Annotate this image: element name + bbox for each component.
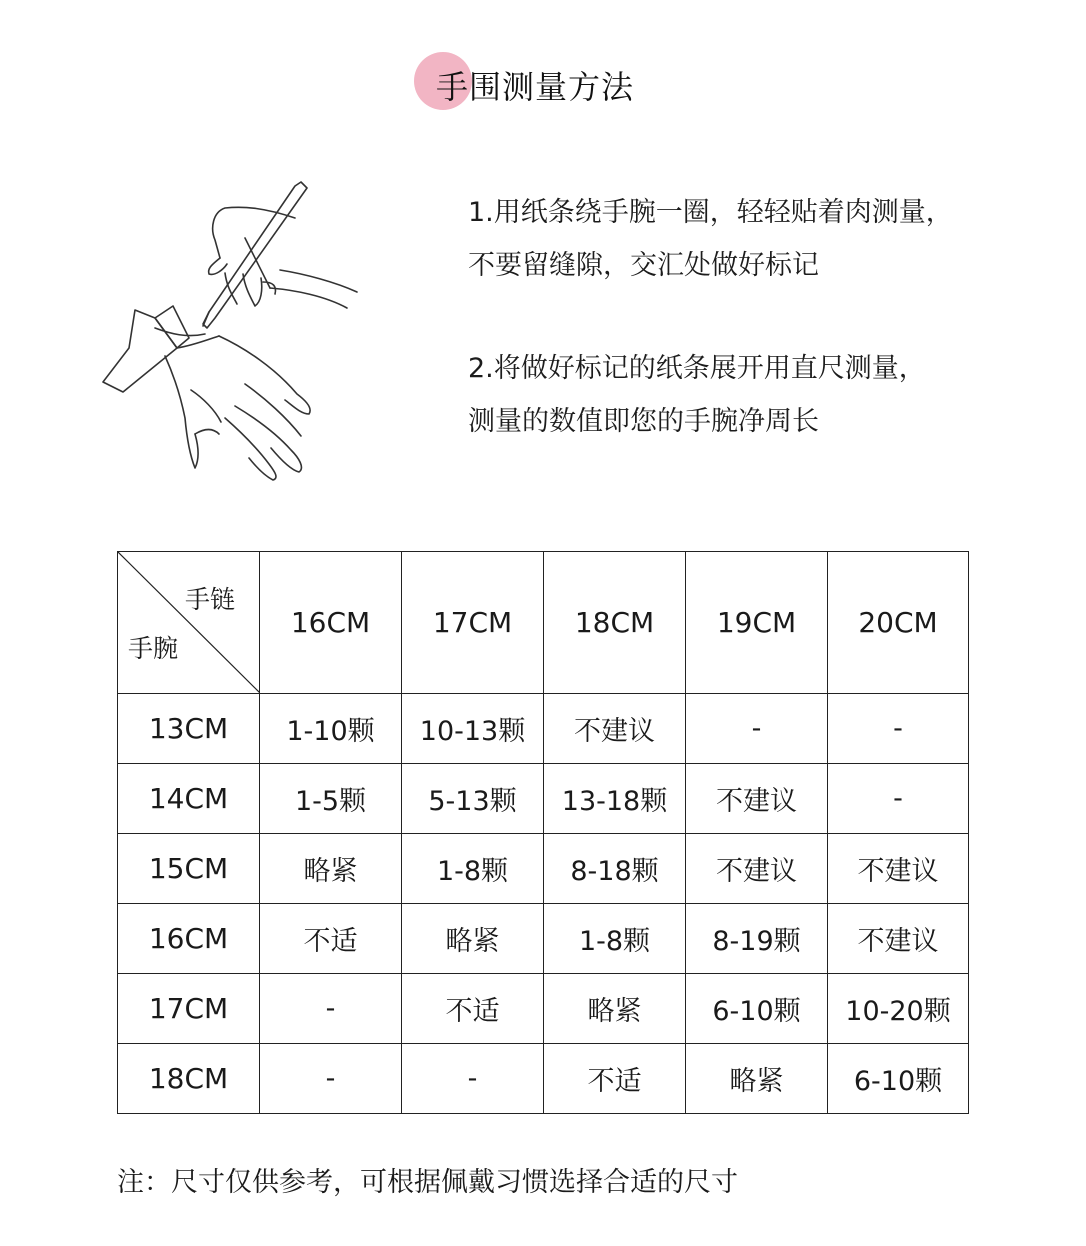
- table-cell: 不适: [260, 904, 402, 974]
- table-cell: 1-5颗: [260, 764, 402, 834]
- hand-measuring-illustration: [95, 178, 375, 488]
- table-cell: 8-19颗: [686, 904, 828, 974]
- table-cell: 不建议: [686, 764, 828, 834]
- step-2-line-2: 测量的数值即您的手腕净周长: [468, 406, 819, 437]
- step-1-line-2: 不要留缝隙，交汇处做好标记: [468, 250, 819, 281]
- corner-label-wrist: 手腕: [128, 634, 179, 663]
- table-cell: 1-8颗: [544, 904, 686, 974]
- title-block: [0, 52, 1086, 122]
- table-row: [118, 1044, 969, 1114]
- column-header: 16CM: [260, 552, 402, 694]
- table-cell: 1-10颗: [260, 694, 402, 764]
- row-header: 18CM: [118, 1044, 260, 1114]
- row-header: 17CM: [118, 974, 260, 1044]
- table-cell: -: [402, 1044, 544, 1114]
- table-header-row: [118, 552, 969, 694]
- table-cell: 不建议: [828, 904, 969, 974]
- step-1: [468, 186, 953, 292]
- table-cell: 不建议: [828, 834, 969, 904]
- table-cell: 不适: [402, 974, 544, 1044]
- table-cell: 不适: [544, 1044, 686, 1114]
- step-1-line-1: 1.用纸条绕手腕一圈，轻轻贴着肉测量，: [468, 197, 953, 228]
- table-row: [118, 764, 969, 834]
- row-header: 16CM: [118, 904, 260, 974]
- column-header: 18CM: [544, 552, 686, 694]
- table-row: [118, 834, 969, 904]
- column-header: 19CM: [686, 552, 828, 694]
- corner-label-bracelet: 手链: [184, 585, 235, 614]
- table-cell: -: [828, 764, 969, 834]
- table-cell: 10-13颗: [402, 694, 544, 764]
- table-cell: 1-8颗: [402, 834, 544, 904]
- page-title: 手围测量方法: [436, 68, 635, 106]
- table-cell: -: [686, 694, 828, 764]
- row-header: 14CM: [118, 764, 260, 834]
- table-cell: 10-20颗: [828, 974, 969, 1044]
- table-cell: 略紧: [686, 1044, 828, 1114]
- corner-diagonal-line: [118, 552, 260, 693]
- table-cell: 不建议: [686, 834, 828, 904]
- table-row: [118, 694, 969, 764]
- table-cell: 6-10颗: [686, 974, 828, 1044]
- column-header: 17CM: [402, 552, 544, 694]
- table-corner-cell: [118, 552, 260, 694]
- row-header: 13CM: [118, 694, 260, 764]
- footnote: 注：尺寸仅供参考，可根据佩戴习惯选择合适的尺寸: [117, 1167, 738, 1198]
- table-cell: 略紧: [402, 904, 544, 974]
- table-cell: 8-18颗: [544, 834, 686, 904]
- table-cell: 不建议: [544, 694, 686, 764]
- table-cell: -: [260, 1044, 402, 1114]
- table-cell: 略紧: [260, 834, 402, 904]
- table-cell: -: [260, 974, 402, 1044]
- table-cell: 5-13颗: [402, 764, 544, 834]
- table-cell: 略紧: [544, 974, 686, 1044]
- table-cell: 13-18颗: [544, 764, 686, 834]
- table-row: [118, 974, 969, 1044]
- column-header: 20CM: [828, 552, 969, 694]
- size-chart-table: [117, 551, 969, 1114]
- table-cell: 6-10颗: [828, 1044, 969, 1114]
- row-header: 15CM: [118, 834, 260, 904]
- table-cell: -: [828, 694, 969, 764]
- table-row: [118, 904, 969, 974]
- step-2: [468, 342, 926, 448]
- step-2-line-1: 2.将做好标记的纸条展开用直尺测量，: [468, 353, 926, 384]
